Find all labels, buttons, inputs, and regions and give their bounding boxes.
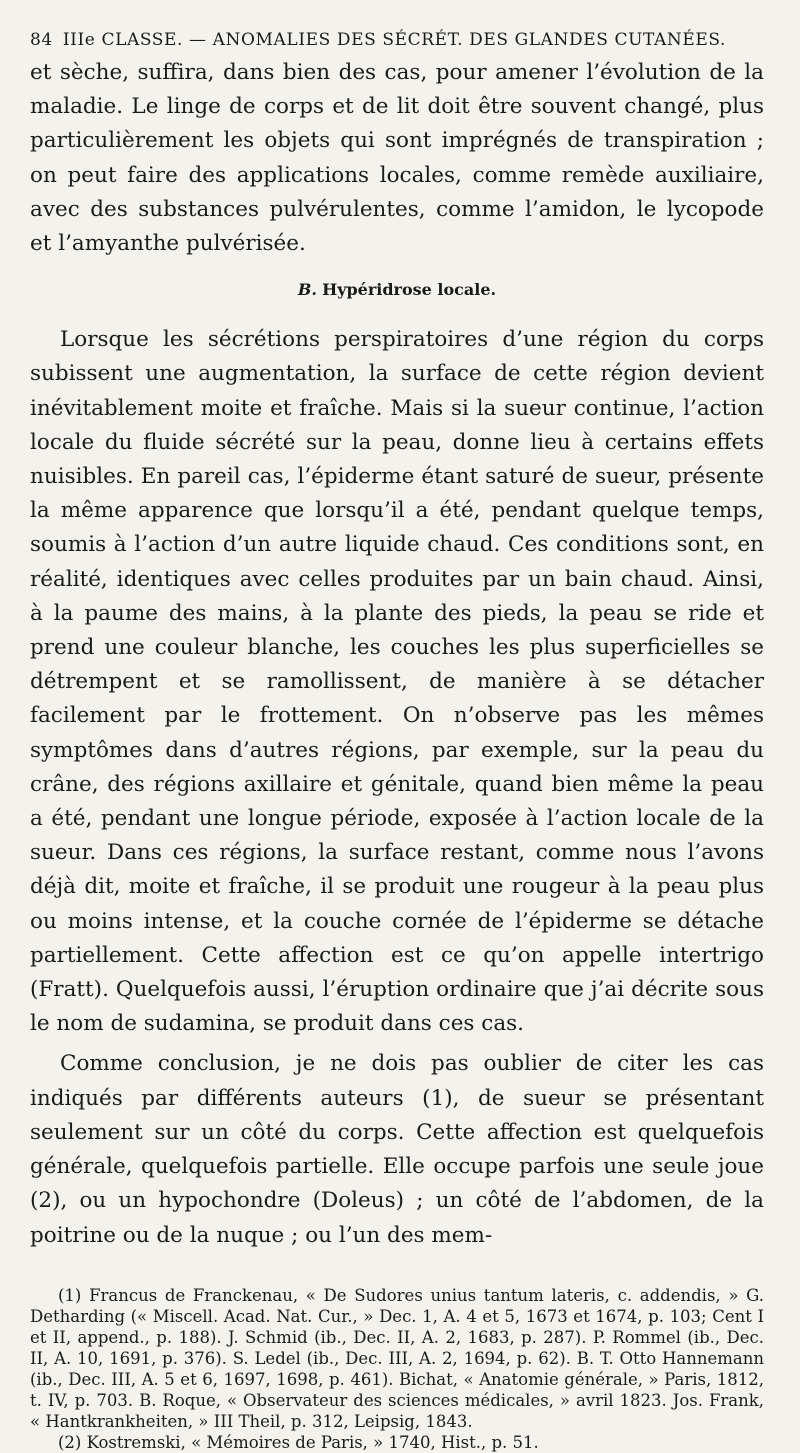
paragraph-continued: et sèche, suffira, dans bien des cas, pour amener l’évolution de la maladie. Le linge de corps et de lit doit être souvent changé, plus particulièrement les objets qui sont imprégnés de transpiration ; on peut faire des applications locales, comme remède auxiliaire, avec des substances pulvérulentes, comme l’amidon, le lycopode et l’amyanthe pulvérisée. — [30, 60, 764, 257]
page-number: 84 — [30, 30, 53, 50]
running-header — [30, 30, 764, 50]
paragraph: Comme conclusion, je ne dois pas oublier de citer les cas indiqués par différents auteurs (1), de sueur se présentant seulement sur un côté du corps. Cette affection est quelquefois générale, quelquefois partielle. Elle occupe parfois une seule joue (2), ou un hypochondre (Doleus) ; un côté de l’abdomen, de la poitrine ou de la nuque ; ou l’un des mem- — [30, 1051, 764, 1248]
footnote-1: (1) Francus de Franckenau, « De Sudores unius tantum lateris, c. addendis, » G. Detharding (« Miscell. Acad. Nat. Cur., » Dec. 1, A. 4 et 5, 1673 et 1674, p. 103; Cent I et II, append., p. 188). J. Schmid (ib., Dec. II, A. 2, 1683, p. 287). P. Rommel (ib., Dec. II, A. 10, 1691, p. 376). S. Ledel (ib., Dec. III, A. 2, 1694, p. 62). B. T. Otto Hannemann (ib., Dec. III, A. 5 et 6, 1697, 1698, p. 461). Bichat, « Anatomie générale, » Paris, 1812, t. IV, p. 703. B. Roque, « Observateur des sciences médicales, » avril 1823. Jos. Frank, « Hantkrankheiten, » III Theil, p. 312, Leipsig, 1843. — [30, 1285, 764, 1431]
section-letter: B. — [297, 280, 317, 300]
footnotes — [30, 1281, 764, 1453]
main-text — [30, 56, 764, 1253]
running-title: IIIe CLASSE. — ANOMALIES DES SÉCRÉT. DES GLANDES CUTANÉES. — [62, 30, 727, 50]
section-title: Hypéridrose locale. — [322, 280, 497, 300]
section-heading — [30, 279, 764, 301]
paragraph: Lorsque les sécrétions perspiratoires d’une région du corps subissent une augmentation, la surface de cette région devient inévitablement moite et fraîche. Mais si la sueur continue, l’action locale du fluide sécrété sur la peau, donne lieu à certains effets nuisibles. En pareil cas, l’épiderme étant saturé de sueur, présente la même apparence que lorsqu’il a été, pendant quelque temps, soumis à l’action d’un autre liquide chaud. Ces conditions sont, en réalité, identiques avec celles produites par un bain chaud. Ainsi, à la paume des mains, à la plante des pieds, la peau se ride et prend une couleur blanche, les couches les plus superficielles se détrempent et se ramollissent, de manière à se détacher facilement par le frottement. On n’observe pas les mêmes symptômes dans d’autres régions, par exemple, sur la peau du crâne, des régions axillaire et génitale, quand bien même la peau a été, pendant une longue période, exposée à l’action locale de la sueur. Dans ces régions, la surface restant, comme nous l’avons déjà dit, moite et fraîche, il se produit une rougeur à la peau plus ou moins intense, et la couche cornée de l’épiderme se détache partiellement. Cette affection est ce qu’on appelle intertrigo (Fratt). Quelquefois aussi, l’éruption ordinaire que j’ai décrite sous le nom de sudamina, se produit dans ces cas. — [30, 327, 764, 1037]
footnote-2: (2) Kostremski, « Mémoires de Paris, » 1740, Hist., p. 51. — [58, 1432, 539, 1452]
